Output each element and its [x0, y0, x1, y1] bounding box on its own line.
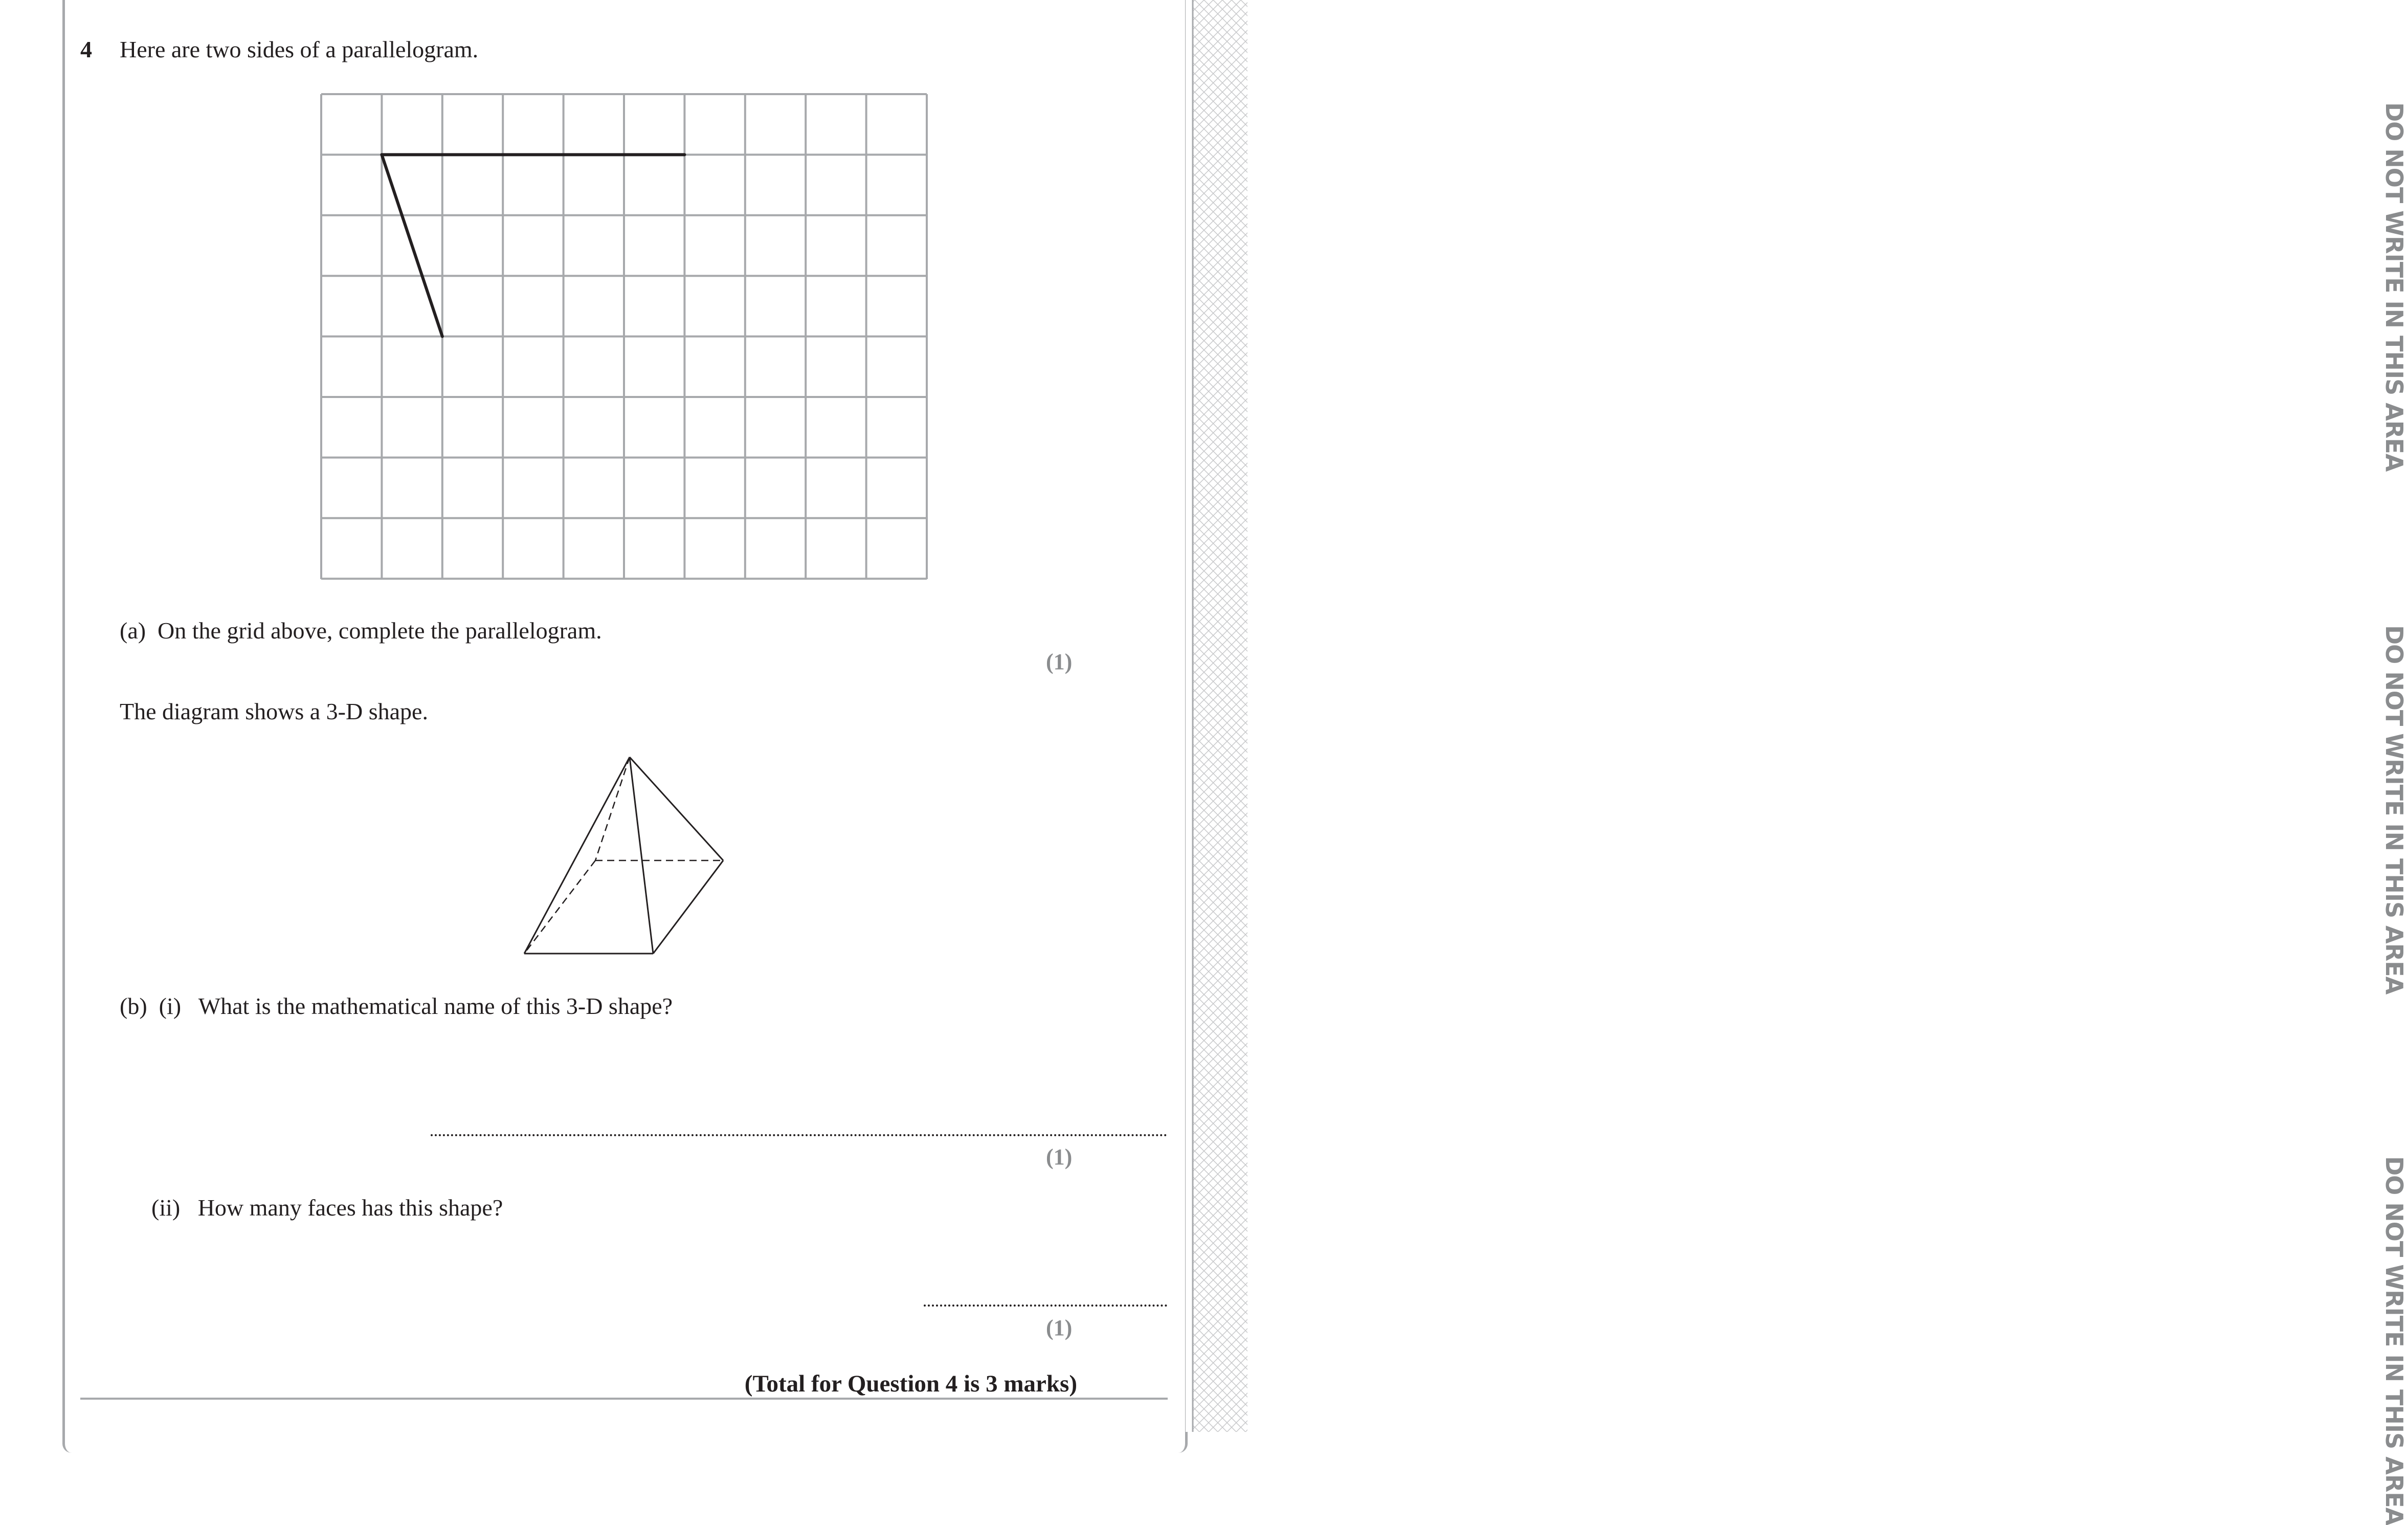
question-number: 4: [80, 36, 92, 62]
pyramid-hidden-edge-apex: [595, 757, 630, 860]
parallelogram-side-slanted: [382, 154, 442, 336]
bottom-rule: [80, 1398, 1168, 1400]
crosshatch-pattern: [1186, 0, 1247, 1432]
margin-warning-1: DO NOT WRITE IN THIS AREA: [2380, 102, 2408, 472]
parallelogram-grid[interactable]: [321, 94, 927, 579]
grid-lines: [321, 94, 927, 579]
question-intro: Here are two sides of a parallelogram.: [120, 36, 479, 62]
margin-warning-2: DO NOT WRITE IN THIS AREA: [2380, 625, 2408, 994]
part-b-i-text: (b) (i) What is the mathematical name of this 3-D shape?: [120, 993, 673, 1019]
pyramid-diagram: [522, 755, 737, 965]
part-a-marks: (1): [1046, 649, 1073, 674]
pyramid-edge-back-right: [630, 757, 723, 860]
part-b-ii-marks: (1): [1046, 1315, 1073, 1340]
pyramid-base-right: [653, 860, 723, 954]
part-a-text: (a) On the grid above, complete the parallelogram.: [120, 617, 602, 644]
part-b-i-marks: (1): [1046, 1144, 1073, 1169]
margin-warning-3: DO NOT WRITE IN THIS AREA: [2380, 1156, 2408, 1525]
margin-strip: [1186, 0, 2408, 1525]
part-b-i-answer-line[interactable]: [431, 1134, 1167, 1136]
shape-intro: The diagram shows a 3-D shape.: [120, 698, 428, 724]
question-total: (Total for Question 4 is 3 marks): [744, 1371, 1077, 1397]
part-b-ii-text: (ii) How many faces has this shape?: [151, 1195, 503, 1221]
part-b-ii-answer-line[interactable]: [924, 1305, 1167, 1307]
pyramid-edge-front-left: [524, 757, 630, 954]
pyramid-edge-front-right: [630, 757, 653, 954]
pyramid-hidden-base-left: [524, 860, 595, 954]
